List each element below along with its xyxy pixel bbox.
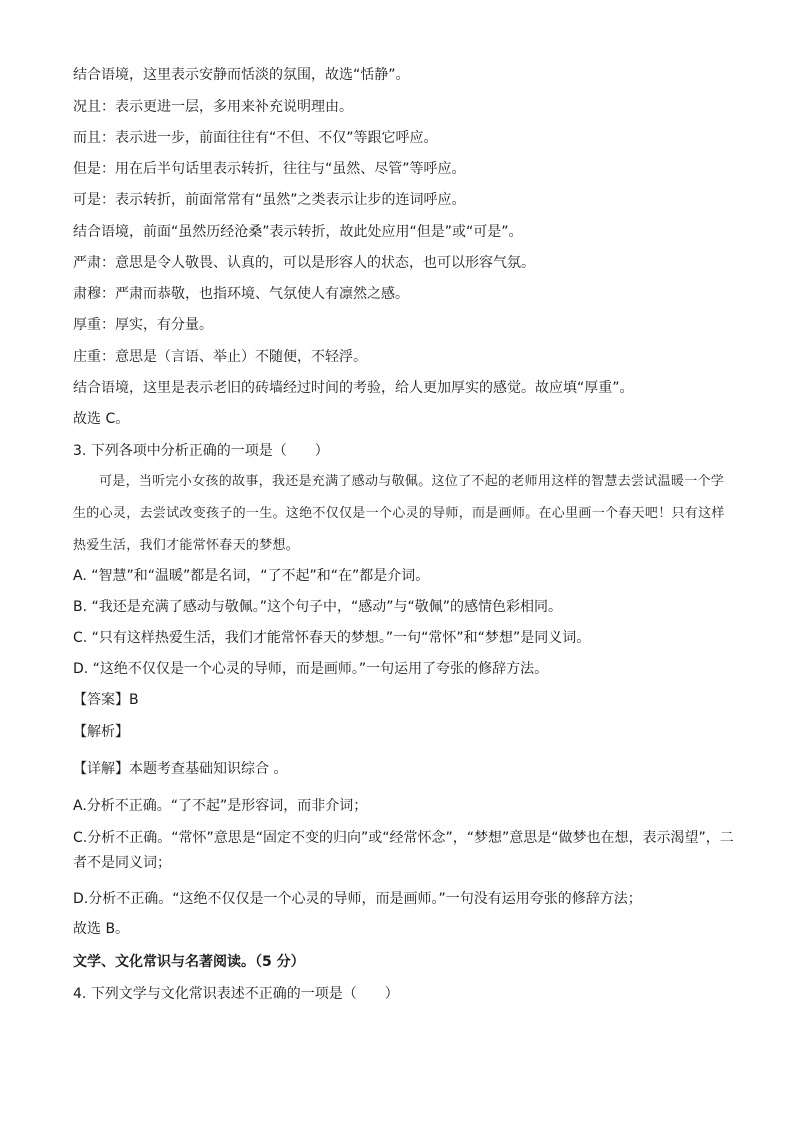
text-line: 结合语境，这里是表示老旧的砖墙经过时间的考验，给人更加厚实的感觉。故应填“厚重”。	[73, 380, 634, 396]
option-b: B. “我还是充满了感动与敬佩。”这个句子中，“感动”与“敬佩”的感情色彩相同。	[73, 599, 563, 615]
explanation-c: C.分析不正确。“常怀”意思是“固定不变的归向”或“经常怀念”，“梦想”意思是“做梦也在想，表示渴望”，二者不是同义词；	[73, 830, 734, 871]
text-line: 严肃：意思是令人敬畏、认真的，可以是形容人的状态，也可以形容气氛。	[73, 255, 535, 271]
explanation-d: D.分析不正确。“这绝不仅仅是一个心灵的导师，而是画师。”一句没有运用夸张的修辞方法；	[73, 891, 642, 907]
section-heading: 文学、文化常识与名著阅读。（5 分）	[73, 954, 305, 970]
text-line: 况且：表示更进一层，多用来补充说明理由。	[73, 99, 353, 115]
conclusion: 故选 B。	[73, 921, 130, 937]
answer-label: 【答案】B	[73, 692, 139, 708]
option-a: A. “智慧”和“温暖”都是名词，“了不起”和“在”都是介词。	[73, 568, 430, 584]
detail-line: 【详解】本题考查基础知识综合 。	[73, 761, 288, 777]
text-line: 结合语境，前面“虽然历经沧桑”表示转折，故此处应用“但是”或“可是”。	[73, 224, 523, 240]
text-line: 而且：表示进一步，前面往往有“不但、不仅”等跟它呼应。	[73, 130, 438, 146]
analysis-label: 【解析】	[73, 724, 129, 740]
text-line: 故选 C。	[73, 411, 130, 427]
text-line: 结合语境，这里表示安静而恬淡的氛围，故选“恬静”。	[73, 67, 410, 83]
explanation-a: A.分析不正确。“了不起”是形容词，而非介词；	[73, 798, 368, 814]
text-line: 厚重：厚实，有分量。	[73, 317, 213, 333]
question-3-passage: 可是，当听完小女孩的故事，我还是充满了感动与敬佩。这位了不起的老师用这样的智慧去尝试温暖一个学生的心灵，去尝试改变孩子的一生。这绝不仅仅是一个心灵的导师，而是画师。在心里画一个春天吧！只有这样热爱生活，我们才能常怀春天的梦想。	[73, 474, 725, 553]
question-4-stem: 4. 下列文学与文化常识表述不正确的一项是（ ）	[73, 986, 399, 1002]
option-c: C. “只有这样热爱生活，我们才能常怀春天的梦想。”一句“常怀”和“梦想”是同义词。	[73, 630, 591, 646]
option-d: D. “这绝不仅仅是一个心灵的导师，而是画师。”一句运用了夸张的修辞方法。	[73, 661, 549, 677]
text-line: 可是：表示转折，前面常常有“虽然”之类表示让步的连词呼应。	[73, 192, 466, 208]
question-3-stem: 3. 下列各项中分析正确的一项是（ ）	[73, 443, 329, 459]
text-line: 但是：用在后半句话里表示转折，往往与“虽然、尽管”等呼应。	[73, 161, 466, 177]
text-line: 庄重：意思是（言语、举止）不随便，不轻浮。	[73, 349, 367, 365]
text-line: 肃穆：严肃而恭敬，也指环境、气氛使人有凛然之感。	[73, 286, 409, 302]
